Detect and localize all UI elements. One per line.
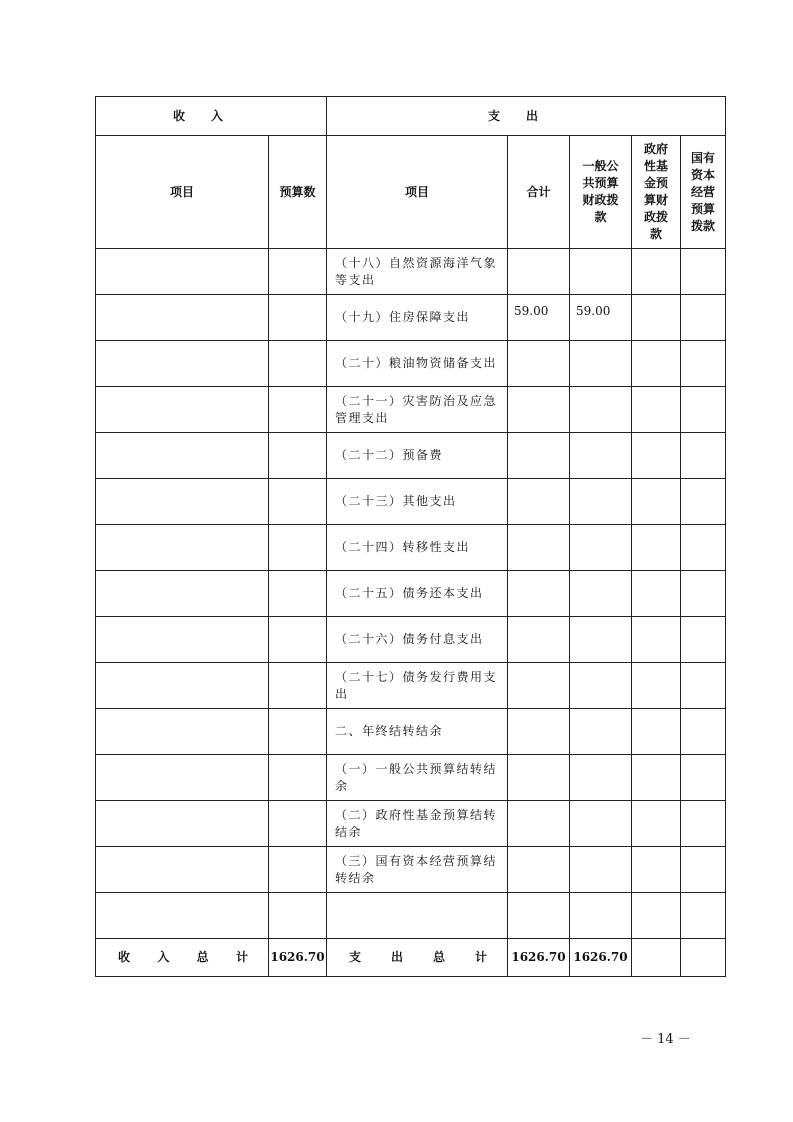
income-item-cell: [96, 249, 269, 295]
expense-item-cell: （十九）住房保障支出: [327, 295, 508, 341]
expense-total-label: 支 出 总 计: [327, 939, 508, 977]
state-capital-cell: [681, 433, 726, 479]
total-cell: [508, 709, 570, 755]
income-budget-cell: [269, 893, 327, 939]
income-budget-cell: [269, 387, 327, 433]
income-budget-cell: [269, 847, 327, 893]
gov-fund-cell: [632, 479, 681, 525]
income-budget-header: 预算数: [269, 136, 327, 249]
general-budget-cell: [570, 387, 632, 433]
table-row: [96, 801, 726, 847]
expense-item-cell: （十八）自然资源海洋气象等支出: [327, 249, 508, 295]
expense-item-cell: （二十三）其他支出: [327, 479, 508, 525]
income-budget-cell: [269, 571, 327, 617]
state-capital-cell: [681, 249, 726, 295]
general-budget-cell: [570, 847, 632, 893]
total-cell: [508, 249, 570, 295]
income-total-label: 收 入 总 计: [96, 939, 269, 977]
expense-section-header: 支出: [327, 97, 726, 136]
state-capital-cell: [681, 755, 726, 801]
table-row: [96, 433, 726, 479]
income-budget-cell: [269, 525, 327, 571]
expense-item-cell: （二十六）债务付息支出: [327, 617, 508, 663]
income-total-value: 1626.70: [269, 939, 327, 977]
income-budget-cell: [269, 617, 327, 663]
state-capital-cell: [681, 893, 726, 939]
state-capital-cell: [681, 387, 726, 433]
general-budget-cell: [570, 893, 632, 939]
expense-total-value: 1626.70: [508, 939, 570, 977]
state-capital-cell: [681, 847, 726, 893]
expense-item-cell: （三）国有资本经营预算结转结余: [327, 847, 508, 893]
total-cell: [508, 663, 570, 709]
income-item-cell: [96, 479, 269, 525]
income-item-cell: [96, 341, 269, 387]
general-budget-cell: 59.00: [570, 295, 632, 341]
income-item-cell: [96, 433, 269, 479]
expense-item-cell: （二十四）转移性支出: [327, 525, 508, 571]
state-capital-cell: [681, 341, 726, 387]
total-cell: [508, 525, 570, 571]
income-budget-cell: [269, 295, 327, 341]
state-capital-cell: [681, 571, 726, 617]
income-budget-cell: [269, 663, 327, 709]
totals-row: [96, 939, 726, 977]
general-budget-cell: [570, 709, 632, 755]
general-budget-cell: [570, 571, 632, 617]
expense-item-cell: （二）政府性基金预算结转结余: [327, 801, 508, 847]
state-capital-cell: [681, 709, 726, 755]
table-row: [96, 249, 726, 295]
total-cell: [508, 387, 570, 433]
expense-item-cell: （一）一般公共预算结转结余: [327, 755, 508, 801]
income-budget-cell: [269, 709, 327, 755]
table-row: [96, 617, 726, 663]
gov-fund-cell: [632, 295, 681, 341]
gov-fund-cell: [632, 433, 681, 479]
income-section-header: 收入: [96, 97, 327, 136]
total-cell: [508, 571, 570, 617]
general-budget-cell: [570, 341, 632, 387]
table-row: [96, 525, 726, 571]
state-capital-cell: [681, 525, 726, 571]
income-item-cell: [96, 617, 269, 663]
state-capital-cell: [681, 479, 726, 525]
expense-item-header: 项目: [327, 136, 508, 249]
general-budget-cell: [570, 433, 632, 479]
income-budget-cell: [269, 755, 327, 801]
state-capital-cell: [681, 663, 726, 709]
income-item-cell: [96, 571, 269, 617]
state-capital-total-value: [681, 939, 726, 977]
expense-item-cell: （二十五）债务还本支出: [327, 571, 508, 617]
income-item-cell: [96, 295, 269, 341]
general-budget-cell: [570, 525, 632, 571]
total-cell: [508, 893, 570, 939]
general-budget-cell: [570, 801, 632, 847]
general-budget-cell: [570, 663, 632, 709]
gov-fund-cell: [632, 709, 681, 755]
gov-fund-cell: [632, 249, 681, 295]
total-cell: [508, 433, 570, 479]
gov-fund-cell: [632, 617, 681, 663]
gov-fund-cell: [632, 387, 681, 433]
total-cell: [508, 847, 570, 893]
expense-item-cell: 二、年终结转结余: [327, 709, 508, 755]
gov-fund-cell: [632, 893, 681, 939]
general-budget-cell: [570, 249, 632, 295]
total-cell: 59.00: [508, 295, 570, 341]
income-budget-cell: [269, 801, 327, 847]
income-budget-cell: [269, 433, 327, 479]
table-row: [96, 663, 726, 709]
gov-fund-cell: [632, 525, 681, 571]
income-budget-cell: [269, 249, 327, 295]
general-budget-header: 一般公 共预算 财政拨 款: [570, 136, 632, 249]
expense-item-cell: （二十二）预备费: [327, 433, 508, 479]
table-row: [96, 893, 726, 939]
income-budget-cell: [269, 341, 327, 387]
budget-table: [95, 96, 726, 977]
state-capital-cell: [681, 295, 726, 341]
state-capital-header: 国有 资本 经营 预算 拨款: [681, 136, 726, 249]
total-cell: [508, 755, 570, 801]
table-row: [96, 295, 726, 341]
income-item-cell: [96, 663, 269, 709]
income-item-cell: [96, 387, 269, 433]
page-number: － 14 －: [640, 1032, 691, 1047]
general-budget-cell: [570, 617, 632, 663]
income-item-cell: [96, 755, 269, 801]
total-cell: [508, 479, 570, 525]
table-row: [96, 847, 726, 893]
income-item-cell: [96, 893, 269, 939]
income-item-header: 项目: [96, 136, 269, 249]
gov-fund-cell: [632, 847, 681, 893]
table-row: [96, 755, 726, 801]
income-item-cell: [96, 525, 269, 571]
gov-fund-cell: [632, 663, 681, 709]
table-row: [96, 341, 726, 387]
gov-fund-cell: [632, 755, 681, 801]
gov-fund-cell: [632, 341, 681, 387]
total-header: 合计: [508, 136, 570, 249]
general-budget-cell: [570, 479, 632, 525]
total-cell: [508, 341, 570, 387]
gov-fund-total-value: [632, 939, 681, 977]
expense-item-cell: （二十七）债务发行费用支出: [327, 663, 508, 709]
expense-item-cell: [327, 893, 508, 939]
income-item-cell: [96, 847, 269, 893]
gov-fund-cell: [632, 571, 681, 617]
general-total-value: 1626.70: [570, 939, 632, 977]
general-budget-cell: [570, 755, 632, 801]
state-capital-cell: [681, 617, 726, 663]
table-row: [96, 709, 726, 755]
table-row: [96, 479, 726, 525]
gov-fund-cell: [632, 801, 681, 847]
table-row: [96, 387, 726, 433]
income-item-cell: [96, 709, 269, 755]
income-item-cell: [96, 801, 269, 847]
gov-fund-header: 政府 性基 金预 算财 政拨 款: [632, 136, 681, 249]
expense-item-cell: （二十）粮油物资储备支出: [327, 341, 508, 387]
table-row: [96, 571, 726, 617]
total-cell: [508, 617, 570, 663]
total-cell: [508, 801, 570, 847]
expense-item-cell: （二十一）灾害防治及应急管理支出: [327, 387, 508, 433]
table-body: [96, 249, 726, 939]
state-capital-cell: [681, 801, 726, 847]
income-budget-cell: [269, 479, 327, 525]
